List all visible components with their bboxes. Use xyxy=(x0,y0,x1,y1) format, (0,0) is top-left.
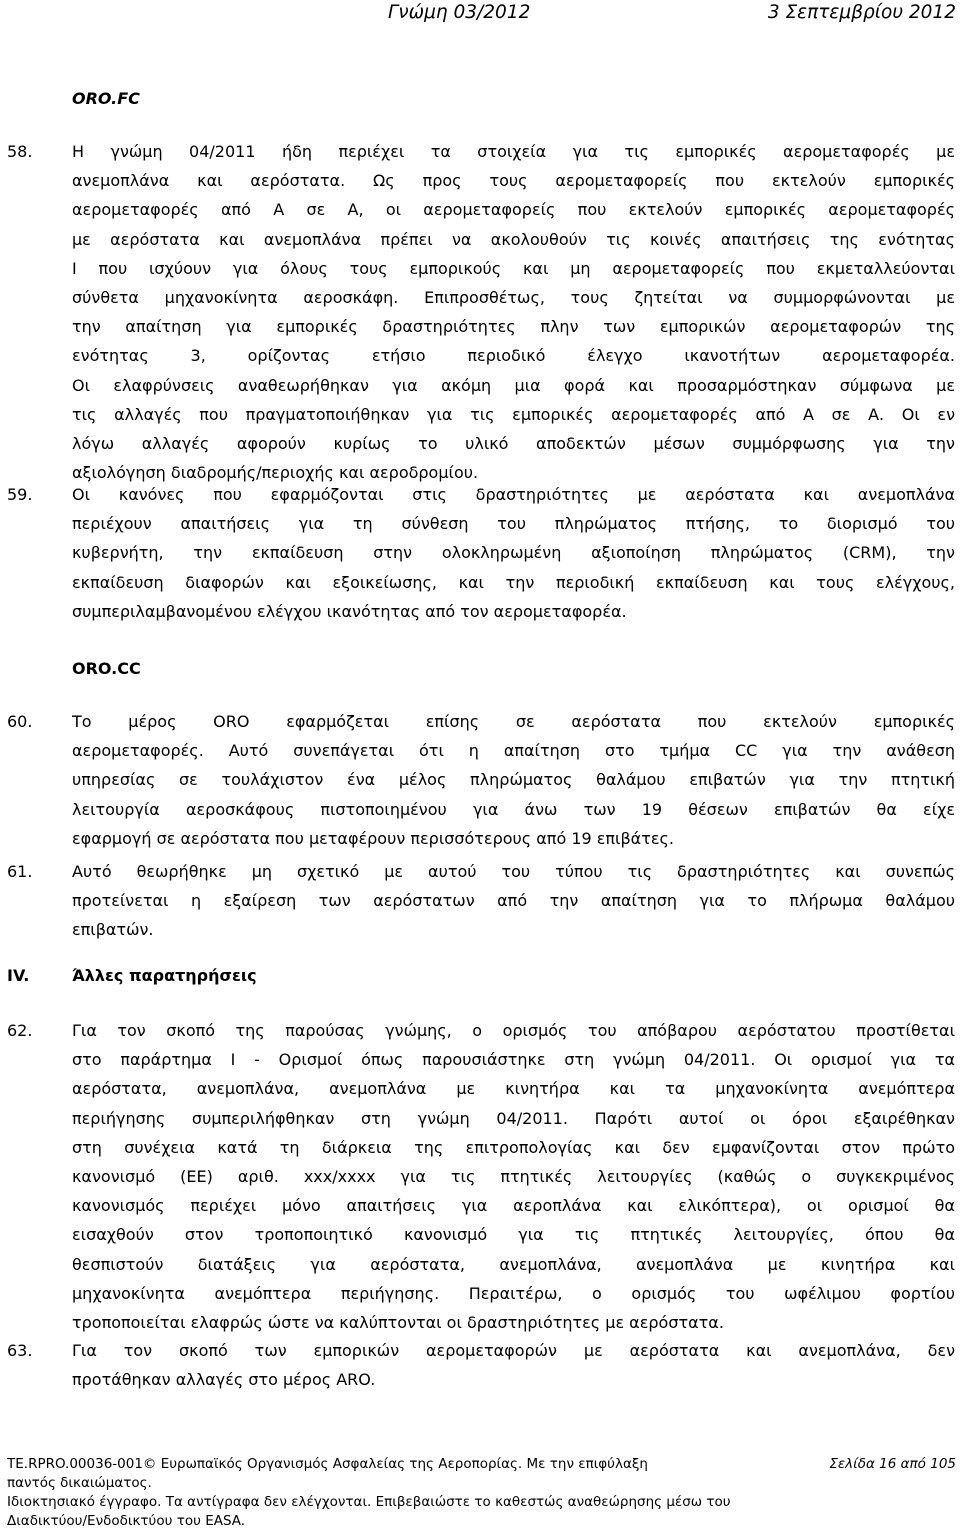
text-line: περιήγησης συμπεριλήφθηκαν στη γνώμη 04/2011. Παρότι αυτοί οι όροι εξαιρέθηκαν xyxy=(72,1108,955,1128)
paragraph-text xyxy=(72,480,955,626)
text-line: στη συνέχεια κατά τη διάρκεια της επιτροπολογίας και δεν εμφανίζονται στον πρώτο xyxy=(72,1137,955,1157)
paragraph-text xyxy=(72,1336,955,1394)
paragraph-text xyxy=(72,707,955,853)
text-line: αερόστατα, ανεμοπλάνα, ανεμοπλάνα με κινητήρα και τα μηχανοκίνητα ανεμόπτερα xyxy=(72,1079,955,1099)
text-line: τις αλλαγές που πραγματοποιήθηκαν για τις εμπορικές αερομεταφορές από Α σε Α. Οι εν xyxy=(72,404,955,424)
section-heading-other-remarks: Άλλες παρατηρήσεις xyxy=(72,966,257,985)
text-line: κανονισμός περιέχει μόνο απαιτήσεις για αεροπλάνα και ελικόπτερα), οι ορισμοί θα xyxy=(72,1196,955,1216)
text-line: αξιολόγηση διαδρομής/περιοχής και αεροδρομίου. xyxy=(72,463,479,483)
document-title: Γνώμη 03/2012 xyxy=(388,2,531,23)
text-line: υπηρεσίας σε τουλάχιστον ένα μέλος πληρώματος θαλάμου επιβατών για την πτητική xyxy=(72,770,955,790)
footer-copyright-line: TE.RPRO.00036-001© Ευρωπαϊκός Οργανισμός Ασφαλείας της Αεροπορίας. Με την επιφύλαξη xyxy=(7,1456,648,1472)
text-line: θεσπιστούν διατάξεις για αερόστατα, ανεμοπλάνα, ανεμοπλάνα με κινητήρα και xyxy=(72,1254,955,1274)
text-line: κανονισμό (ΕΕ) αριθ. xxx/xxxx για τις πτητικές λειτουργίες (καθώς ο συγκεκριμένος xyxy=(72,1167,955,1187)
footer-notice xyxy=(7,1455,767,1531)
text-line: αερομεταφορές. Αυτό συνεπάγεται ότι η απαίτηση στο τμήμα CC για την ανάθεση xyxy=(72,741,955,761)
text-line: μηχανοκίνητα ανεμόπτερα περιήγησης. Περαιτέρω, ο ορισμός του ωφέλιμου φορτίου xyxy=(72,1283,955,1303)
text-line: προτάθηκαν αλλαγές στο μέρος ARO. xyxy=(72,1370,376,1390)
text-line: αερομεταφορές από Α σε Α, οι αερομεταφορείς που εκτελούν εμπορικές αερομεταφορές xyxy=(72,200,955,220)
text-line: ενότητας 3, ορίζοντας ετήσιο περιοδικό έλεγχο ικανοτήτων αερομεταφορέα. xyxy=(72,346,955,366)
text-line: εφαρμογή σε αερόστατα που μεταφέρουν περισσότερους από 19 επιβάτες. xyxy=(72,828,674,848)
text-line: εισαχθούν στον τροποποιητικό κανονισμό για τις πτητικές λειτουργίες, όπου θα xyxy=(72,1225,955,1245)
text-line: με αερόστατα και ανεμοπλάνα πρέπει να ακολουθούν τις κοινές απαιτήσεις της ενότητας xyxy=(72,229,955,249)
page-header xyxy=(0,2,960,30)
text-line: Το μέρος ORO εφαρμόζεται επίσης σε αερόστατα που εκτελούν εμπορικές xyxy=(72,712,955,731)
section-heading-orofc: ORO.FC xyxy=(72,89,140,108)
paragraph-text xyxy=(72,857,955,945)
section-heading-orocc: ORO.CC xyxy=(72,659,141,678)
paragraph-number: 62. xyxy=(7,1021,33,1040)
text-line: κυβερνήτη, την εκπαίδευση στην ολοκληρωμένη αξιοποίηση πληρώματος (CRM), την xyxy=(72,543,955,563)
paragraph-number: 60. xyxy=(7,712,33,731)
text-line: περιέχουν απαιτήσεις για τη σύνθεση του πληρώματος πτήσης, το διορισμό του xyxy=(72,514,955,534)
text-line: Η γνώμη 04/2011 ήδη περιέχει τα στοιχεία για τις εμπορικές αερομεταφορές με xyxy=(72,142,955,161)
paragraph-number: 61. xyxy=(7,862,33,881)
text-line: προτείνεται η εξαίρεση των αερόστατων από την απαίτηση για το πλήρωμα θαλάμου xyxy=(72,891,955,911)
text-line: σύνθετα μηχανοκίνητα αεροσκάφη. Επιπροσθέτως, τους ζητείται να συμμορφώνονται με xyxy=(72,288,955,308)
text-line: Οι ελαφρύνσεις αναθεωρήθηκαν για ακόμη μια φορά και προσαρμόστηκαν σύμφωνα με xyxy=(72,375,955,395)
text-line: τροποποιείται ελαφρώς ώστε να καλύπτονται οι δραστηριότητες με αερόστατα. xyxy=(72,1313,724,1333)
page-number: Σελίδα 16 από 105 xyxy=(829,1456,956,1472)
text-line: συμπεριλαμβανομένου ελέγχου ικανότητας από τον αερομεταφορέα. xyxy=(72,601,627,621)
text-line: εκπαίδευση διαφορών και εξοικείωσης, και την περιοδική εκπαίδευση και τους ελέγχους, xyxy=(72,572,955,592)
paragraph-text xyxy=(72,137,955,487)
footer-easa-line: Διαδικτύου/Ενδοδικτύου του EASA. xyxy=(7,1513,246,1529)
text-line: λειτουργία αεροσκάφους πιστοποιημένου για άνω των 19 θέσεων επιβατών θα είχε xyxy=(72,799,955,819)
paragraph-text xyxy=(72,1016,955,1337)
text-line: Για τον σκοπό των εμπορικών αερομεταφορών με αερόστατα και ανεμοπλάνα, δεν xyxy=(72,1341,955,1360)
paragraph-number: 63. xyxy=(7,1341,33,1360)
footer-proprietary-line: Ιδιοκτησιακό έγγραφο. Τα αντίγραφα δεν ελέγχονται. Επιβεβαιώστε το καθεστώς αναθεώρησης μέσω του xyxy=(7,1494,731,1510)
paragraph-number: 58. xyxy=(7,142,33,161)
text-line: την απαίτηση για εμπορικές δραστηριότητες πλην των εμπορικών αερομεταφορών της xyxy=(72,317,955,337)
text-line: Οι κανόνες που εφαρμόζονται στις δραστηριότητες με αερόστατα και ανεμοπλάνα xyxy=(72,485,955,504)
text-line: Ι που ισχύουν για όλους τους εμπορικούς και μη αερομεταφορείς που εκμεταλλεύονται xyxy=(72,258,955,278)
text-line: Για τον σκοπό της παρούσας γνώμης, ο ορισμός του απόβαρου αερόστατου προστίθεται xyxy=(72,1021,955,1040)
text-line: ανεμοπλάνα και αερόστατα. Ως προς τους αερομεταφορείς που εκτελούν εμπορικές xyxy=(72,171,955,191)
paragraph-number: 59. xyxy=(7,485,33,504)
document-date: 3 Σεπτεμβρίου 2012 xyxy=(767,2,956,23)
text-line: Αυτό θεωρήθηκε μη σχετικό με αυτού του τύπου τις δραστηριότητες και συνεπώς xyxy=(72,862,955,881)
footer-rights-line: παντός δικαιώματος. xyxy=(7,1475,152,1491)
text-line: στο παράρτημα I - Ορισμοί όπως παρουσιάστηκε στη γνώμη 04/2011. Οι ορισμοί για τα xyxy=(72,1050,955,1070)
text-line: λόγω αλλαγές αφορούν κυρίως το υλικό αποδεκτών μέσων συμμόρφωσης για την xyxy=(72,434,955,454)
text-line: επιβατών. xyxy=(72,920,154,940)
section-number-iv: IV. xyxy=(7,966,30,985)
